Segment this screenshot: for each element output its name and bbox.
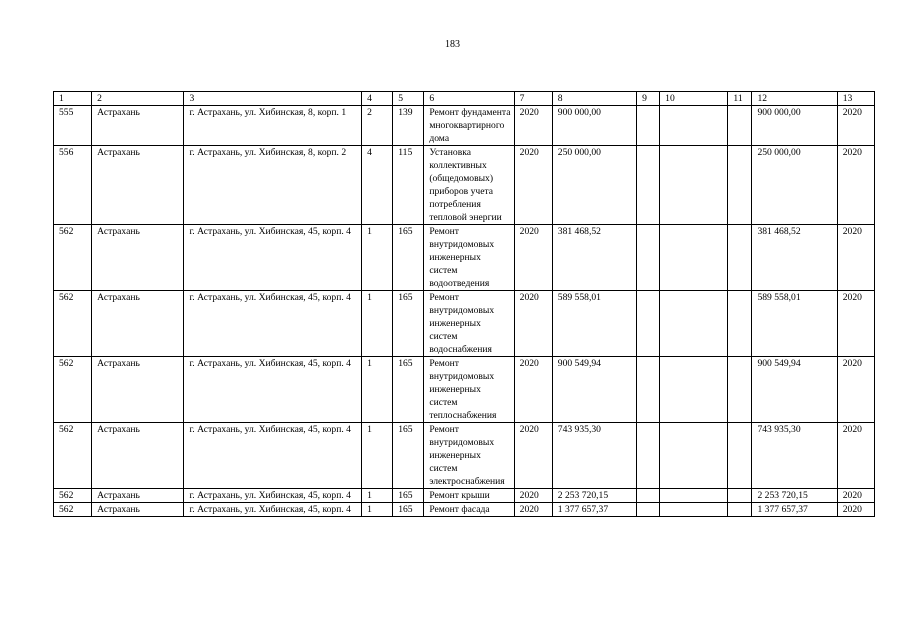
table-row [54,225,875,291]
col4-cell: 1 [362,423,393,489]
total-cost-cell: 589 558,01 [752,291,837,357]
col11-cell [728,423,752,489]
col4-cell: 1 [362,503,393,517]
column-number-cell: 7 [514,92,552,106]
row-number-cell: 562 [54,503,92,517]
repair-program-table [53,91,875,517]
total-cost-cell: 900 549,94 [752,357,837,423]
municipality-cell: Астрахань [92,106,184,146]
work-type-cell: Ремонт внутридомовых инженерных систем водоотведения [424,225,514,291]
year-cell: 2020 [514,146,552,225]
address-cell: г. Астрахань, ул. Хибинская, 45, корп. 4 [184,357,362,423]
col5-cell: 165 [393,225,424,291]
col10-cell [660,357,728,423]
work-type-cell: Ремонт фасада [424,503,514,517]
col11-cell [728,357,752,423]
address-cell: г. Астрахань, ул. Хибинская, 8, корп. 2 [184,146,362,225]
col9-cell [637,106,660,146]
column-number-cell: 10 [660,92,728,106]
table-row [54,423,875,489]
col11-cell [728,503,752,517]
col11-cell [728,489,752,503]
col4-cell: 4 [362,146,393,225]
col11-cell [728,225,752,291]
year-cell: 2020 [514,291,552,357]
total-cost-cell: 381 468,52 [752,225,837,291]
row-number-cell: 562 [54,423,92,489]
completion-year-cell: 2020 [837,503,874,517]
cost-cell: 900 549,94 [552,357,636,423]
address-cell: г. Астрахань, ул. Хибинская, 45, корп. 4 [184,225,362,291]
column-number-cell: 9 [637,92,660,106]
col4-cell: 1 [362,489,393,503]
column-number-cell: 2 [92,92,184,106]
column-number-cell: 1 [54,92,92,106]
year-cell: 2020 [514,225,552,291]
work-type-cell: Ремонт крыши [424,489,514,503]
cost-cell: 900 000,00 [552,106,636,146]
row-number-cell: 562 [54,357,92,423]
col5-cell: 139 [393,106,424,146]
table-row [54,106,875,146]
total-cost-cell: 250 000,00 [752,146,837,225]
col9-cell [637,503,660,517]
col5-cell: 115 [393,146,424,225]
completion-year-cell: 2020 [837,357,874,423]
work-type-cell: Ремонт внутридомовых инженерных систем теплоснабжения [424,357,514,423]
column-number-cell: 12 [752,92,837,106]
col10-cell [660,423,728,489]
total-cost-cell: 743 935,30 [752,423,837,489]
cost-cell: 743 935,30 [552,423,636,489]
table-row [54,291,875,357]
completion-year-cell: 2020 [837,423,874,489]
year-cell: 2020 [514,423,552,489]
col10-cell [660,146,728,225]
row-number-cell: 562 [54,225,92,291]
completion-year-cell: 2020 [837,225,874,291]
row-number-cell: 562 [54,291,92,357]
work-type-cell: Установка коллективных (общедомовых) приборов учета потребления тепловой энергии [424,146,514,225]
year-cell: 2020 [514,106,552,146]
total-cost-cell: 900 000,00 [752,106,837,146]
completion-year-cell: 2020 [837,146,874,225]
table-row [54,503,875,517]
col9-cell [637,357,660,423]
municipality-cell: Астрахань [92,423,184,489]
col9-cell [637,423,660,489]
work-type-cell: Ремонт внутридомовых инженерных систем водоснабжения [424,291,514,357]
col10-cell [660,106,728,146]
col10-cell [660,291,728,357]
col5-cell: 165 [393,357,424,423]
municipality-cell: Астрахань [92,503,184,517]
work-type-cell: Ремонт внутридомовых инженерных систем электроснабжения [424,423,514,489]
address-cell: г. Астрахань, ул. Хибинская, 45, корп. 4 [184,291,362,357]
column-number-cell: 11 [728,92,752,106]
address-cell: г. Астрахань, ул. Хибинская, 45, корп. 4 [184,423,362,489]
column-number-cell: 3 [184,92,362,106]
col4-cell: 1 [362,225,393,291]
table-row [54,357,875,423]
col5-cell: 165 [393,291,424,357]
col10-cell [660,489,728,503]
col4-cell: 1 [362,357,393,423]
cost-cell: 381 468,52 [552,225,636,291]
column-number-cell: 5 [393,92,424,106]
row-number-cell: 555 [54,106,92,146]
column-number-cell: 6 [424,92,514,106]
table-row [54,146,875,225]
cost-cell: 1 377 657,37 [552,503,636,517]
municipality-cell: Астрахань [92,291,184,357]
municipality-cell: Астрахань [92,489,184,503]
year-cell: 2020 [514,503,552,517]
municipality-cell: Астрахань [92,146,184,225]
work-type-cell: Ремонт фундамента многоквартирного дома [424,106,514,146]
address-cell: г. Астрахань, ул. Хибинская, 8, корп. 1 [184,106,362,146]
table-row [54,489,875,503]
col5-cell: 165 [393,423,424,489]
column-number-cell: 13 [837,92,874,106]
cost-cell: 250 000,00 [552,146,636,225]
address-cell: г. Астрахань, ул. Хибинская, 45, корп. 4 [184,489,362,503]
year-cell: 2020 [514,357,552,423]
col11-cell [728,291,752,357]
completion-year-cell: 2020 [837,106,874,146]
completion-year-cell: 2020 [837,291,874,357]
col5-cell: 165 [393,503,424,517]
col5-cell: 165 [393,489,424,503]
col9-cell [637,291,660,357]
col11-cell [728,106,752,146]
col11-cell [728,146,752,225]
total-cost-cell: 2 253 720,15 [752,489,837,503]
row-number-cell: 556 [54,146,92,225]
municipality-cell: Астрахань [92,225,184,291]
page-number: 183 [445,39,460,50]
col9-cell [637,225,660,291]
column-number-cell: 8 [552,92,636,106]
col4-cell: 1 [362,291,393,357]
col10-cell [660,503,728,517]
col9-cell [637,489,660,503]
column-number-cell: 4 [362,92,393,106]
cost-cell: 2 253 720,15 [552,489,636,503]
total-cost-cell: 1 377 657,37 [752,503,837,517]
year-cell: 2020 [514,489,552,503]
cost-cell: 589 558,01 [552,291,636,357]
col4-cell: 2 [362,106,393,146]
row-number-cell: 562 [54,489,92,503]
col9-cell [637,146,660,225]
address-cell: г. Астрахань, ул. Хибинская, 45, корп. 4 [184,503,362,517]
col10-cell [660,225,728,291]
completion-year-cell: 2020 [837,489,874,503]
column-number-row [54,92,875,106]
municipality-cell: Астрахань [92,357,184,423]
